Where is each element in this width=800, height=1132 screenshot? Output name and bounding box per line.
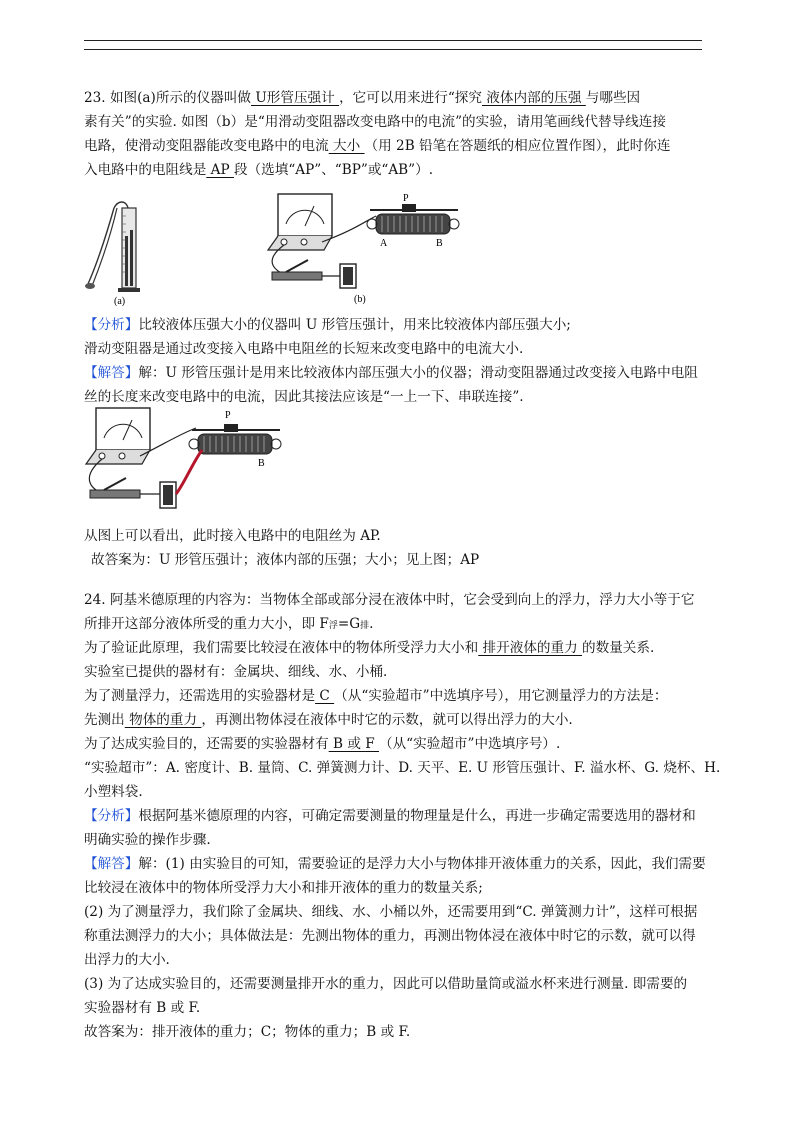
header-rule-bottom — [84, 49, 702, 50]
figure-b-label: (b) — [354, 294, 366, 305]
solution-letter-b: B — [258, 458, 265, 469]
q24-analysis-tag: 【分析】 — [84, 808, 139, 824]
q23-conclusion: 从图上可以看出，此时接入电路中的电阻丝为 AP. 故答案为：U 形管压强计；液体内部的压强；大小；见上图；AP — [84, 524, 704, 572]
q23-blank-instrument: U形管压强计 — [251, 90, 340, 106]
q23-blank-topic: 液体内部的压强 — [481, 90, 586, 106]
figure-b-letter-p: P — [403, 193, 409, 204]
figure-solution-circuit — [84, 404, 284, 522]
analysis-tag: 【分析】 — [84, 317, 139, 333]
q23-line-1: 23. 如图(a)所示的仪器叫做 U形管压强计 ，它可以用来进行“探究 液体内部的压强 与哪些因 — [84, 90, 641, 106]
q23-blank-current: 大小 — [328, 138, 365, 154]
q23-final-answer: 故答案为：U 形管压强计；液体内部的压强；大小；见上图；AP — [91, 552, 480, 568]
q24-blank-equipment: C — [315, 688, 335, 704]
q24-answer-tag: 【解答】 — [84, 856, 139, 872]
q23-analysis: 【分析】比较液体压强大小的仪器叫 U 形管压强计，用来比较液体内部压强大小; 滑动变阻器是通过改变接入电路中电阻丝的长短来改变电路中的电流大小. 【解答】解：U 形管压强计是用来比较液体内部压强大小的仪器；滑动变阻器通过改变接入电路中电阻 丝的长度来改变电路中的电流，因此其接法应该是“一上一下、串联连接”. — [84, 317, 698, 405]
q23-line-3: 电路，使滑动变阻器能改变电路中的电流 大小 （用 2B 铅笔在答题纸的相应位置作图），此时你连 — [84, 138, 671, 154]
q23-line-2: 素有关”的实验. 如图（b）是“用滑动变阻器改变电路中的电流”的实验，请用笔画线代替导线连接 — [84, 114, 666, 130]
q24-blank-object-weight: 物体的重力 — [124, 712, 202, 728]
figure-b-letter-b: B — [436, 238, 443, 249]
q23-blank-segment: AP — [206, 162, 234, 178]
q24-blank-extra-equipment: B 或 F — [328, 736, 379, 752]
question-24-text: 24. 阿基米德原理的内容为：当物体全部或部分浸在液体中时，它会受到向上的浮力，浮力大小等于它 所排开这部分液体所受的重力大小，即 F浮=G排. 为了验证此原理，我们需要比较浸在液体中的物体所受浮力大小和 排开液体的重力 的数量关系. 实验室已提供的器材有：金属块、细线、水、小桶. 为了测量浮力，还需选用的实验器材是 C （从“实验超市”中选填序号），用它测量浮力的方法是： 先测出 物体的重力 ，再测出物体浸在液体中时它的示数，就可以得出浮力的大小. 为了达成实验目的，还需要的实验器材有 B 或 F （从“实验超市”中选填序号）. “实验超市”：A. 密度计、B. 量筒、C. 弹簧测力计、D. 天平、E. U 形管压强计、F. 溢水杯、G. 烧杯、H. 小塑料袋. 【分析】根据阿基米德原理的内容，可确定需要测量的物理量是什么，再进一步确定需要选用的器材和 明确实验的操作步骤. 【解答】解：(1) 由实验目的可知，需要验证的是浮力大小与物体排开液体重力的关系，因此，我们需要 比较浸在液体中的物体所受浮力大小和排开液体的重力的数量关系; (2) 为了测量浮力，我们除了金属块、细线、水、小桶以外，还需要用到“C. 弹簧测力计”，这样可根据 称重法测浮力的大小；具体做法是：先测出物体的重力，再测出物体浸在液体中时它的示数，就可以得 出浮力的大小. (3) 为了达成实验目的，还需要测量排开水的重力，因此可以借助量筒或溢水杯来进行测量. 即需要的 实验器材有 B 或 F. 故答案为：排开液体的重力；C；物体的重力；B 或 F. — [84, 588, 704, 1044]
figure-a-u-tube-manometer — [84, 196, 164, 306]
q24-final-answer: 故答案为：排开液体的重力；C；物体的重力；B 或 F. — [84, 1024, 411, 1040]
q23-line-4: 入电路中的电阻线是 AP 段（选填“AP”、“BP”或“AB”）. — [84, 162, 434, 178]
answer-tag: 【解答】 — [84, 365, 139, 381]
q24-blank-displaced-weight: 排开液体的重力 — [478, 640, 583, 656]
solution-letter-p: P — [225, 410, 231, 421]
header-rule-top — [84, 40, 702, 41]
figure-b-letter-a: A — [380, 238, 388, 249]
figure-b-rheostat-circuit — [264, 190, 464, 306]
figure-a-label: (a) — [114, 296, 126, 306]
question-23-text — [84, 86, 704, 182]
